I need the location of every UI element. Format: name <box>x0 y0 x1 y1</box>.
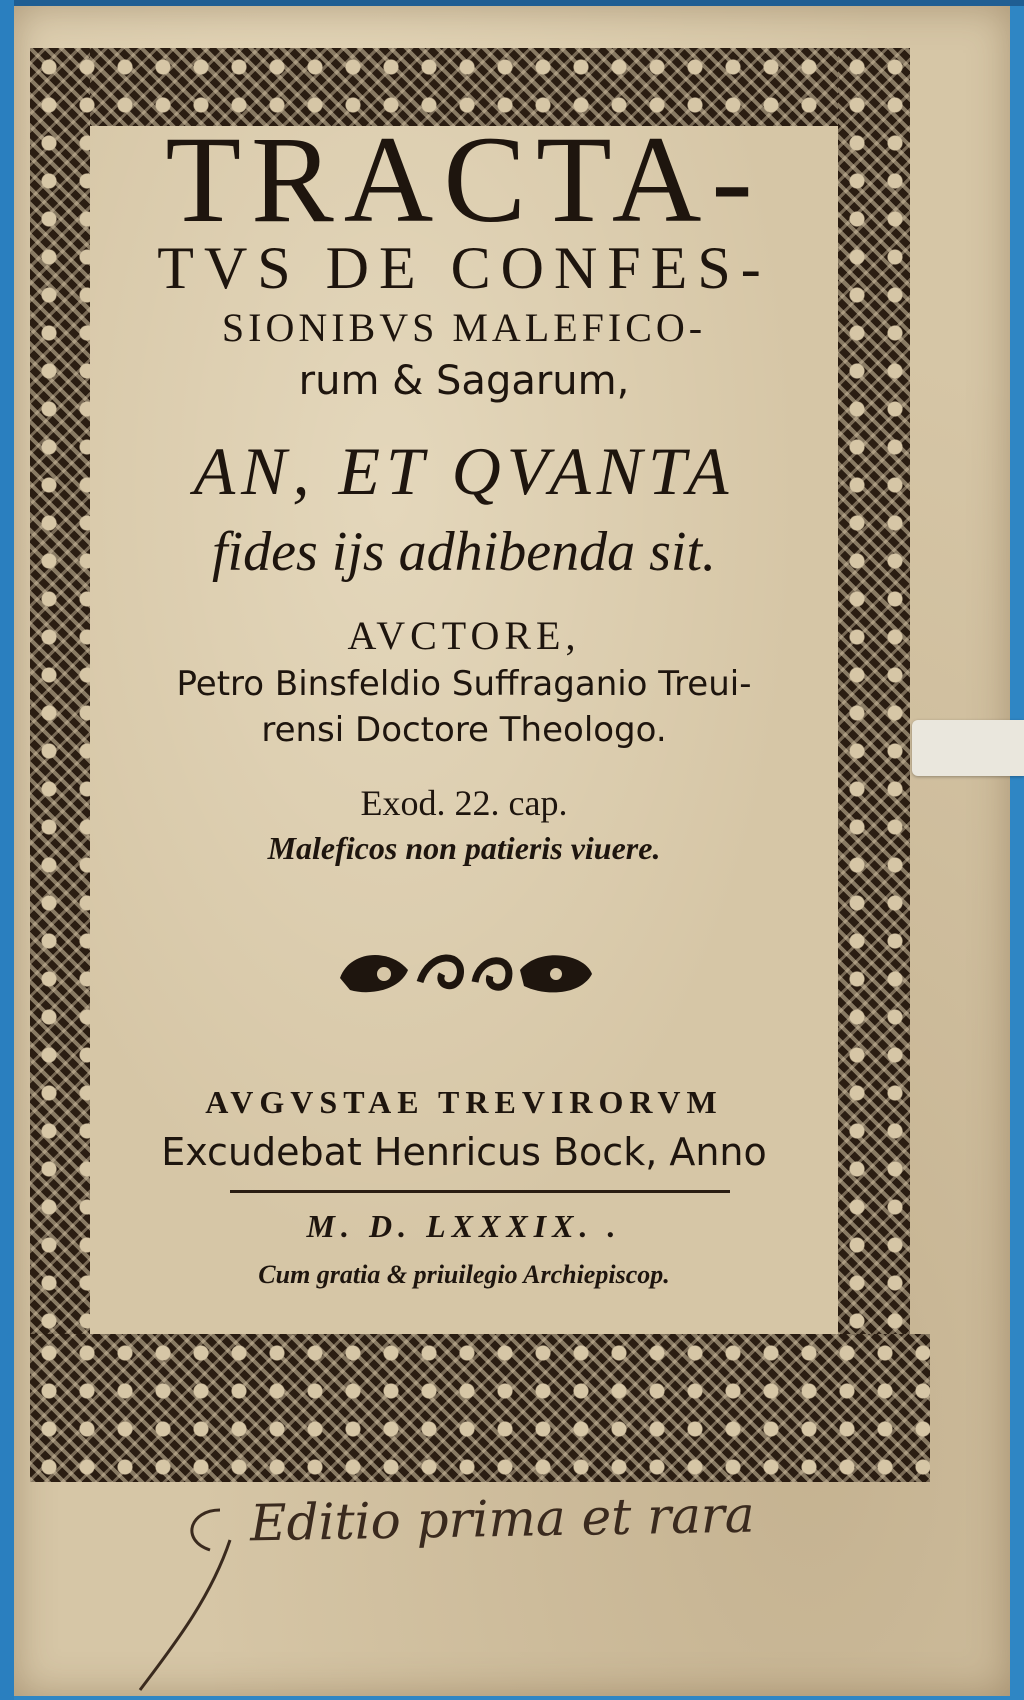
epigraph-reference: Exod. 22. cap. <box>360 783 568 823</box>
epigraph-quote: Maleficos non patieris viuere. <box>267 830 661 866</box>
page-marker-tab <box>912 720 1024 776</box>
ornamental-border-right <box>838 48 910 1368</box>
imprint-place: AVGVSTAE TREVIRORVM <box>205 1084 723 1120</box>
imprint-rule <box>230 1190 730 1193</box>
ornamental-border-left <box>30 48 90 1482</box>
handwritten-annotation: Editio prima et rara <box>249 1485 756 1553</box>
author-label: AVCTORE, <box>347 613 581 658</box>
title-line-1: TRACTA- <box>165 111 763 248</box>
title-line-2: TVS DE CONFES- <box>157 235 771 301</box>
fleuron-ornament-icon <box>330 930 600 1008</box>
imprint-date: M. D. LXXXIX. . <box>306 1208 622 1244</box>
ornamental-border-bottom <box>30 1334 930 1482</box>
imprint-privilege: Cum gratia & priuilegio Archiepiscop. <box>258 1260 670 1289</box>
imprint-printer: Excudebat Henricus Bock, Anno <box>161 1130 767 1174</box>
subtitle-line-2: fides ijs adhibenda sit. <box>212 521 716 583</box>
author-line-1: Petro Binsfeldio Suffraganio Treui- <box>176 664 752 704</box>
title-line-4: rum & Sagarum, <box>298 358 630 404</box>
title-line-3: SIONIBVS MALEFICO- <box>221 305 707 350</box>
subtitle-line-1: AN, ET QVANTA <box>193 433 735 509</box>
author-line-2: rensi Doctore Theologo. <box>261 710 667 750</box>
book-spine-edge <box>0 0 14 1700</box>
